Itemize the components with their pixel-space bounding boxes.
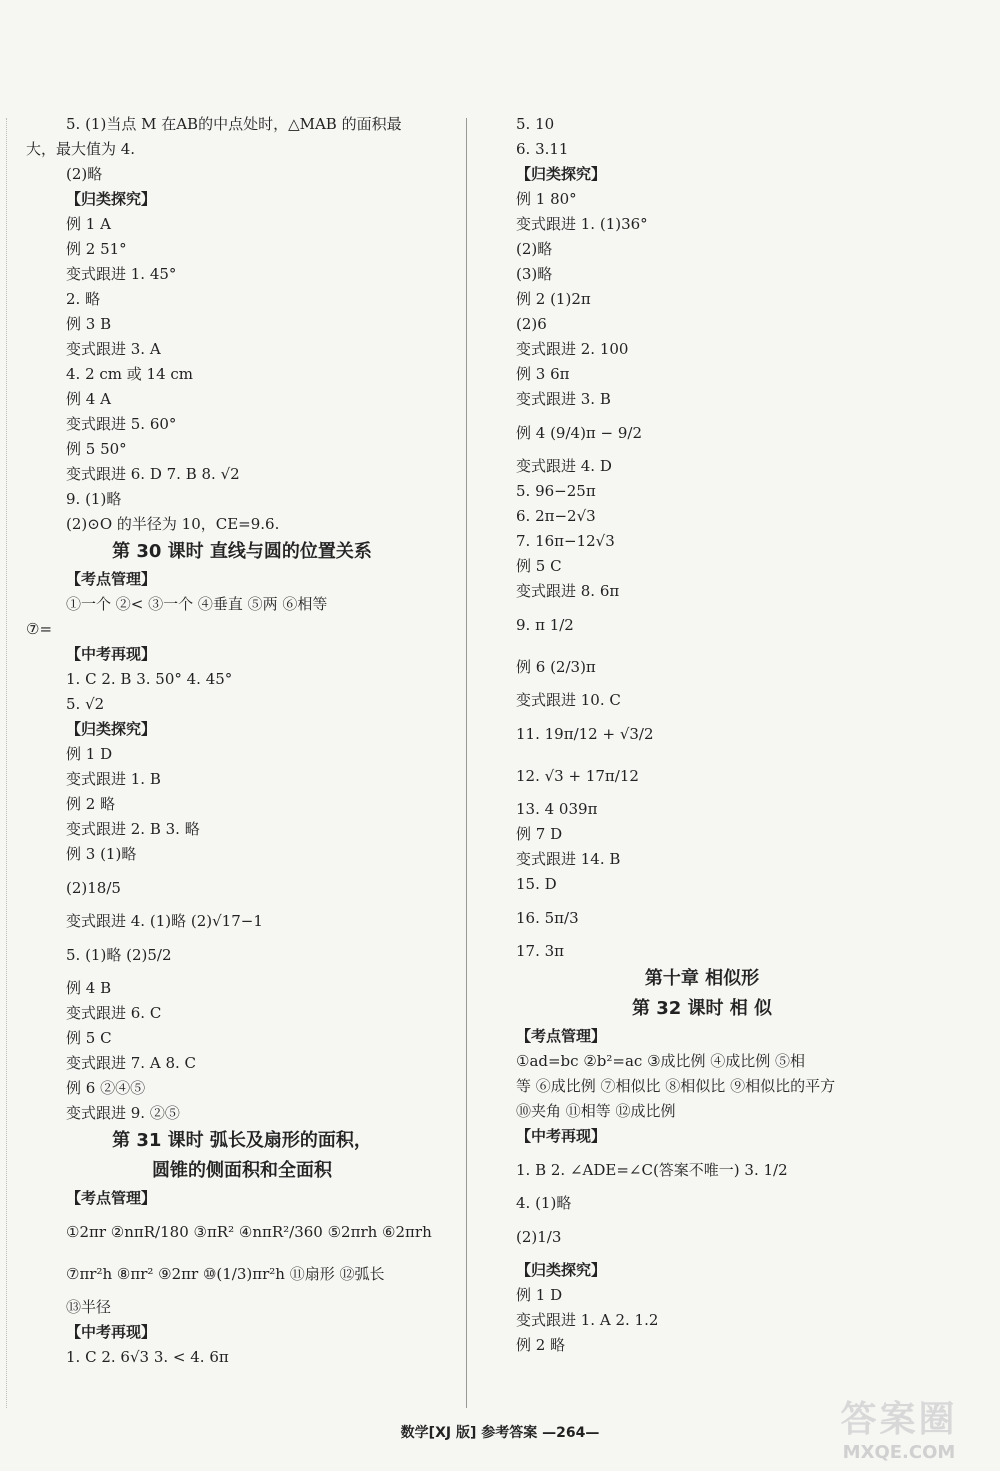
answer-line: 【归类探究】 [66,190,157,208]
answer-line: 9. π 1/2 [516,616,574,634]
answer-line: 变式跟进 14. B [516,850,621,868]
answer-line: 例 4 A [66,390,111,408]
answer-line: 例 6 (2/3)π [516,658,596,676]
answer-line: 7. 16π−12√3 [516,532,615,550]
answer-line: (2)⊙O 的半径为 10，CE=9.6. [66,515,280,533]
answer-line: 变式跟进 2. 100 [516,340,629,358]
answer-line: 例 3 (1)略 [66,845,137,863]
answer-line: 4. 2 cm 或 14 cm [66,365,194,383]
answer-line: 例 5 C [66,1029,112,1047]
answer-line: 5. √2 [66,695,105,713]
watermark [804,1398,994,1468]
answer-line: 1. C 2. 6√3 3. < 4. 6π [66,1348,229,1366]
column-divider [466,118,467,1408]
answer-line: 例 1 80° [516,190,577,208]
answer-line: 5. (1)略 (2)5/2 [66,946,172,964]
answer-line: 变式跟进 9. ②⑤ [66,1104,180,1122]
answer-line: 变式跟进 4. (1)略 (2)√17−1 [66,912,263,930]
answer-line: 【归类探究】 [66,720,157,738]
answer-line: 例 1 D [516,1286,563,1304]
answer-line: 例 7 D [516,825,563,843]
watermark-logo: 答案圈 [840,1399,958,1440]
answer-line: 1. B 2. ∠ADE=∠C(答案不唯一) 3. 1/2 [516,1161,788,1179]
section-heading: 圆锥的侧面积和全面积 [152,1160,332,1181]
answer-line: 例 2 51° [66,240,127,258]
left-column [26,112,458,1370]
answer-line: 6. 2π−2√3 [516,507,596,525]
answer-line: 变式跟进 3. B [516,390,611,408]
answer-line: 13. 4 039π [516,800,598,818]
answer-line: 变式跟进 4. D [516,457,612,475]
answer-line: 大，最大值为 4. [26,140,136,158]
right-column [516,112,888,1358]
answer-line: 变式跟进 1. B [66,770,161,788]
answer-line: 例 2 (1)2π [516,290,591,308]
answer-line: 例 5 C [516,557,562,575]
section-heading: 第 32 课时 相 似 [631,998,773,1019]
answer-line: 例 1 A [66,215,111,233]
answer-line: 例 6 ②④⑤ [66,1079,146,1097]
answer-line: 等 ⑥成比例 ⑦相似比 ⑧相似比 ⑨相似比的平方 [516,1077,836,1095]
answer-line: 例 2 略 [516,1336,566,1354]
answer-line: ⑦πr²h ⑧πr² ⑨2πr ⑩(1/3)πr²h ⑪扇形 ⑫弧长 [66,1265,385,1283]
answer-line: 1. C 2. B 3. 50° 4. 45° [66,670,233,688]
page-footer: 数学[XJ 版] 参考答案 —264— [400,1425,600,1441]
answer-line: 变式跟进 1. A 2. 1.2 [516,1311,659,1329]
answer-line: 变式跟进 8. 6π [516,582,620,600]
answer-line: 变式跟进 1. 45° [66,265,177,283]
answer-line: 例 1 D [66,745,113,763]
answer-line: 例 5 50° [66,440,127,458]
answer-line: (2)6 [516,315,547,333]
answer-line: 【归类探究】 [516,1261,607,1279]
answer-line: ⑬半径 [66,1298,112,1316]
answer-line: 11. 19π/12 + √3/2 [516,725,654,743]
answer-line: ⑩夹角 ⑪相等 ⑫成比例 [516,1102,676,1120]
answer-line: ①一个 ②< ③一个 ④垂直 ⑤两 ⑥相等 [66,595,328,613]
answer-line: 17. 3π [516,942,565,960]
answer-line: 变式跟进 6. D 7. B 8. √2 [66,465,240,483]
answer-line: 【中考再现】 [66,645,157,663]
answer-line: 6. 3.11 [516,140,569,158]
answer-line: 例 3 B [66,315,112,333]
page-edge [6,118,7,1408]
answer-line: (2)略 [66,165,103,183]
answer-line: 例 4 (9/4)π − 9/2 [516,424,643,442]
answer-line: 变式跟进 5. 60° [66,415,177,433]
answer-line: 变式跟进 3. A [66,340,161,358]
answer-line: 变式跟进 2. B 3. 略 [66,820,200,838]
answer-line: ⑦= [26,620,53,638]
answer-line: 变式跟进 7. A 8. C [66,1054,197,1072]
answer-line: (3)略 [516,265,553,283]
answer-line: ①2πr ②nπR/180 ③πR² ④nπR²/360 ⑤2πrh ⑥2πrh [66,1223,432,1241]
answer-line: 例 4 B [66,979,112,997]
answer-line: ①ad=bc ②b²=ac ③成比例 ④成比例 ⑤相 [516,1052,806,1070]
answer-line: 15. D [516,875,557,893]
answer-line: 16. 5π/3 [516,909,579,927]
section-heading: 第 30 课时 直线与圆的位置关系 [112,541,372,562]
answer-line: 12. √3 + 17π/12 [516,767,639,785]
answer-line: 4. (1)略 [516,1194,572,1212]
answer-line: 例 3 6π [516,365,570,383]
answer-line: 5. 96−25π [516,482,596,500]
answer-line: 9. (1)略 [66,490,122,508]
answer-line: 变式跟进 1. (1)36° [516,215,648,233]
answer-line: 例 2 略 [66,795,116,813]
answer-line: (2)1/3 [516,1228,562,1246]
answer-line: 【中考再现】 [66,1323,157,1341]
section-heading: 第十章 相似形 [644,968,760,989]
answer-line: 5. (1)当点 M 在AB的中点处时，△MAB 的面积最 [66,115,402,133]
answer-line: 变式跟进 10. C [516,691,621,709]
answer-line: (2)略 [516,240,553,258]
watermark-url: MXQE.COM [842,1442,956,1463]
answer-line: 【归类探究】 [516,165,607,183]
answer-line: 2. 略 [66,290,101,308]
answer-line: 变式跟进 6. C [66,1004,162,1022]
answer-line: 【中考再现】 [516,1127,607,1145]
answer-line: 【考点管理】 [516,1027,607,1045]
answer-line: 5. 10 [516,115,555,133]
section-heading: 第 31 课时 弧长及扇形的面积， [112,1130,372,1151]
answer-line: 【考点管理】 [66,570,157,588]
answer-line: 【考点管理】 [66,1189,157,1207]
answer-line: (2)18/5 [66,879,121,897]
